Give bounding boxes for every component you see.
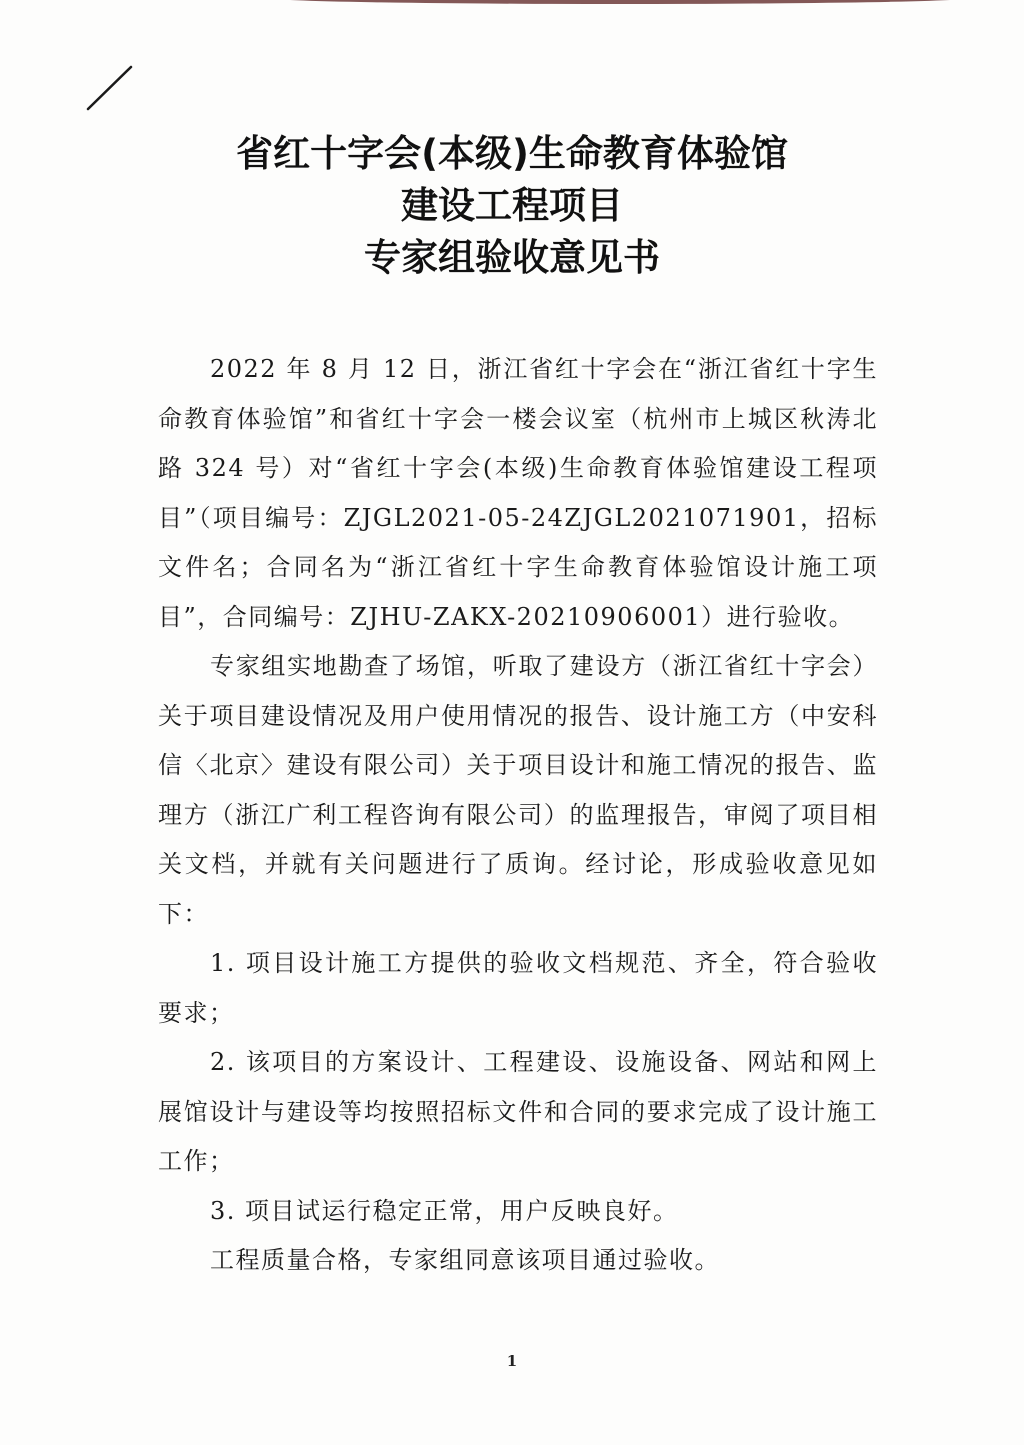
document-title (0, 128, 1024, 284)
page-number: 1 (506, 1352, 518, 1370)
title-line-1: 省红十字会(本级)生命教育体验馆 (236, 132, 788, 175)
paragraph-conclusion: 工程质量合格，专家组同意该项目通过验收。 (210, 1246, 720, 1274)
paragraph-opinion-3: 3. 项目试运行稳定正常，用户反映良好。 (210, 1196, 679, 1225)
paragraph-review: 专家组实地勘查了场馆，听取了建设方（浙江省红十字会）关于项目建设情况及用户使用情况的报告、设计施工方（中安科信〈北京〉建设有限公司）关于项目设计和施工情况的报告、监理方（浙江广利工程咨询有限公司）的监理报告，审阅了项目相关文档，并就有关问题进行了质询。经讨论，形成验收意见如下： (158, 652, 878, 928)
document-body (158, 345, 878, 1286)
scan-edge-shadow (270, 0, 970, 4)
paragraph-opinion-1: 1. 项目设计施工方提供的验收文档规范、齐全，符合验收要求； (158, 949, 878, 1027)
title-line-3: 专家组验收意见书 (364, 236, 660, 279)
paragraph-opinion-2: 2. 该项目的方案设计、工程建设、设施设备、网站和网上展馆设计与建设等均按照招标文件和合同的要求完成了设计施工工作； (158, 1048, 878, 1175)
pen-stroke-mark (84, 64, 134, 114)
title-line-2: 建设工程项目 (401, 184, 623, 227)
paragraph-intro: 2022 年 8 月 12 日，浙江省红十字会在“浙江省红十字生命教育体验馆”和省红十字会一楼会议室（杭州市上城区秋涛北路 324 号）对“省红十字会(本级)生命教育体验馆建设工程项目”（项目编号：ZJGL2021-05-24ZJGL2021071901，招标文件名；合同名为“浙江省红十字生命教育体验馆设计施工项目”，合同编号：ZJHU-ZAKX-20210906001）进行验收。 (158, 355, 878, 631)
